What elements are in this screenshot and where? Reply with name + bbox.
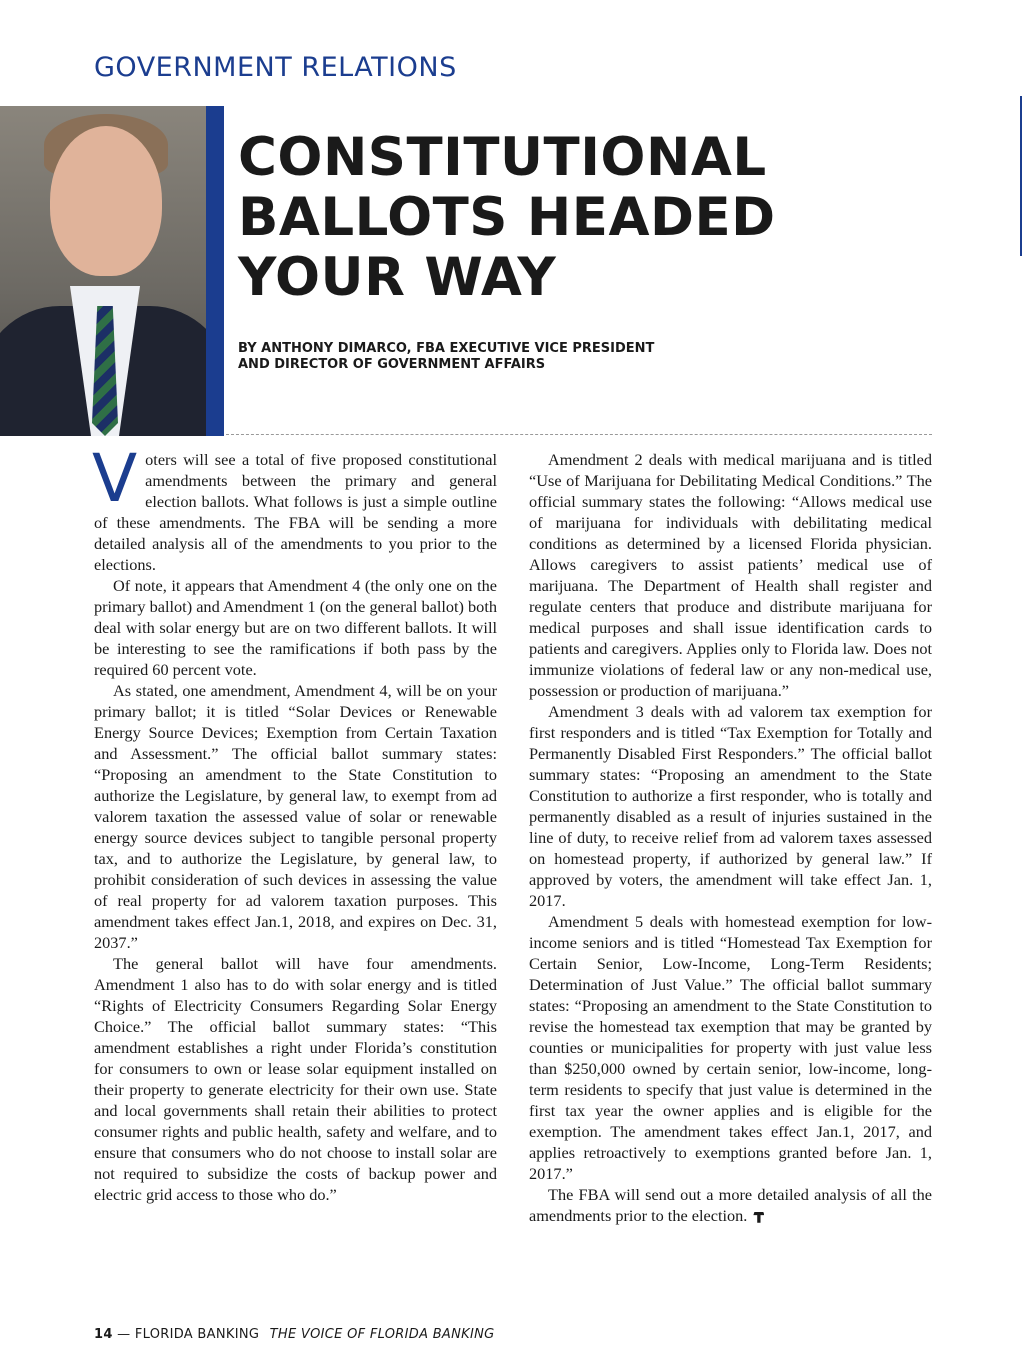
page-number: 14 [94,1327,113,1342]
section-label: GOVERNMENT RELATIONS [94,52,457,83]
left-column [92,440,497,1205]
tee-icon [753,1212,764,1223]
byline-line: BY ANTHONY DIMARCO, FBA EXECUTIVE VICE PRESIDENT [238,341,655,356]
author-face [50,126,162,276]
publication-name: — FLORIDA BANKING [117,1327,260,1342]
page-footer [94,1327,495,1342]
paragraph: The general ballot will have four amendments. Amendment 1 also has to do with solar energy and is titled “Rights of Electricity Consumers Regarding Solar Energy Choice.” The official ballot summary states: “This amendment establishes a right under Florida’s constitution for consumers to own or lease solar equipment installed on their property to generate electricity for their own use. State and local governments shall retain their abilities to protect consumer rights and public health, safety and welfare, and to ensure that consumers who do not choose to install solar are not required to subsidize the costs of backup power and electric grid access to those who do.” [94,954,497,1204]
paragraph: Amendment 3 deals with ad valorem tax exemption for first responders and is titled “Tax Exemption for Totally and Permanently Disabled First Responders.” The official ballot summary states: “Proposing an amendment to the State Constitution to authorize a first responder, who is totally and permanently disabled as a result of injuries sustained in the line of duty, to receive relief from ad valorem taxes assessed on homestead property, if authorized by general law.” If approved by voters, the amendment will take effect Jan. 1, 2017. [529,702,932,910]
paragraph-text: oters will see a total of five proposed constitutional amendments between the primary and general election ballots. What follows is just a simple outline of these amendments. The FBA will be sending a more detailed analysis all of the amendments to you prior to the elections. [94,450,497,574]
paragraph [529,1184,932,1226]
page-edge-line [1020,96,1022,256]
paragraph: Of note, it appears that Amendment 4 (the only one on the primary ballot) and Amendment 1 (on the general ballot) both deal with solar energy but are on two different ballots. It will be interesting to see the ramifications if both pass by the required 60 percent vote. [94,576,497,679]
paragraph: Amendment 2 deals with medical marijuana and is titled “Use of Marijuana for Debilitating Medical Conditions.” The official summary states the following: “Allows medical use of marijuana for individuals with debilitating medical conditions as determined by a licensed Florida physician. Allows caregivers to assist patients’ medical use of marijuana. The Department of Health shall register and regulate centers that produce and distribute marijuana for medical purposes and shall issue identification cards to patients and caregivers. Applies only to Florida law. Does not immunize violations of federal law or any non-medical use, possession or production of marijuana.” [529,450,932,700]
divider [226,434,932,435]
paragraph: As stated, one amendment, Amendment 4, will be on your primary ballot; it is titled “Solar Devices or Renewable Energy Source Devices; Exemption from Certain Taxation and Assessment.” The official ballot summary states: “Proposing an amendment to the State Constitution to authorize the Legislature, by general law, to exempt from ad valorem taxation the assessed value of solar or renewable energy source devices subject to tangible personal property tax, and to authorize the Legislature, by general law, to prohibit consideration of such devices in assessing the value of real property for ad valorem taxation purposes. This amendment takes effect Jan.1, 2018, and expires on Dec. 31, 2037.” [94,681,497,952]
accent-bar [206,106,224,436]
title-line: CONSTITUTIONAL [238,127,767,188]
author-photo [0,106,206,436]
title-line: YOUR WAY [238,247,557,308]
paragraph-text: The FBA will send out a more detailed analysis of all the amendments prior to the election. [529,1185,932,1225]
publication-tagline: THE VOICE OF FLORIDA BANKING [269,1327,495,1342]
right-column [529,449,932,1226]
title-line: BALLOTS HEADED [238,187,776,248]
paragraph: Amendment 5 deals with homestead exemption for low-income seniors and is titled “Homestead Tax Exemption for Certain Senior, Low-Income, Long-Term Residents; Determination of Just Value.” The official ballot summary states: “Proposing an amendment to the State Constitution to revise the homestead tax exemption that may be granted by counties or municipalities for property with just value less than $250,000 owned by certain senior, low-income, long-term residents to specify that just value is determined in the first tax year the owner applies and is eligible for the exemption. The amendment takes effect Jan.1, 2017, and applies retroactively to exemptions granted before Jan. 1, 2017.” [529,912,932,1183]
byline-line: AND DIRECTOR OF GOVERNMENT AFFAIRS [238,357,546,372]
byline [238,341,654,373]
article-title [238,128,776,308]
paragraph [92,440,497,575]
drop-cap: V [92,440,138,517]
